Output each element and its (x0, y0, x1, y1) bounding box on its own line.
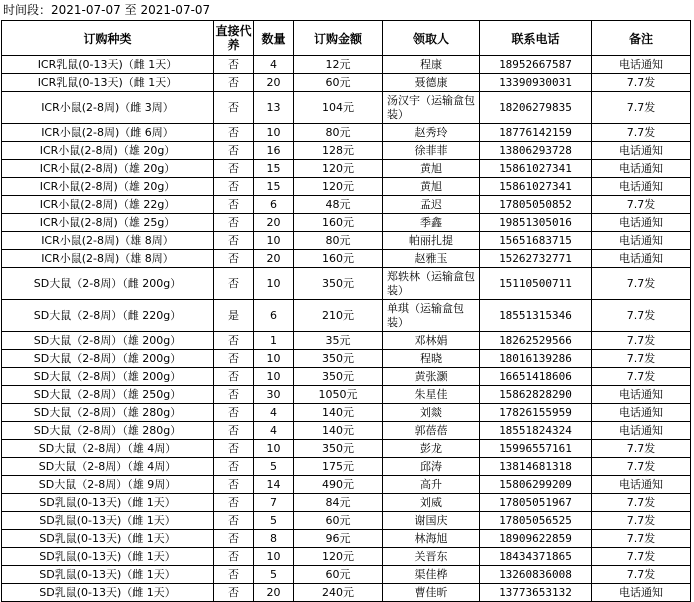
cell-direct: 否 (214, 494, 254, 512)
cell-receiver: 徐菲菲 (383, 142, 480, 160)
cell-qty: 10 (254, 268, 294, 300)
cell-note: 电话通知 (592, 250, 691, 268)
cell-amount: 128元 (294, 142, 383, 160)
cell-type: ICR小鼠(2-8周)（雌 6周） (2, 124, 214, 142)
cell-direct: 否 (214, 332, 254, 350)
cell-receiver: 刘燚 (383, 404, 480, 422)
cell-phone: 13814681318 (480, 458, 592, 476)
cell-type: ICR小鼠(2-8周)（雌 3周） (2, 92, 214, 124)
cell-receiver: 邱涛 (383, 458, 480, 476)
cell-note: 7.7发 (592, 74, 691, 92)
cell-type: SD乳鼠(0-13天)（雌 1天） (2, 584, 214, 602)
cell-type: SD乳鼠(0-13天)（雌 1天） (2, 548, 214, 566)
cell-amount: 350元 (294, 368, 383, 386)
cell-phone: 13773653132 (480, 584, 592, 602)
header-amount: 订购金额 (294, 21, 383, 56)
table-row (2, 512, 691, 530)
cell-receiver: 帕丽扎提 (383, 232, 480, 250)
table-row (2, 232, 691, 250)
cell-note: 电话通知 (592, 56, 691, 74)
cell-qty: 8 (254, 530, 294, 548)
cell-phone: 18206279835 (480, 92, 592, 124)
table-row (2, 124, 691, 142)
cell-receiver: 谢国庆 (383, 512, 480, 530)
cell-phone: 17805050852 (480, 196, 592, 214)
cell-note: 7.7发 (592, 566, 691, 584)
table-row (2, 350, 691, 368)
cell-amount: 140元 (294, 422, 383, 440)
cell-receiver: 汤汉宇（运输盒包装） (383, 92, 480, 124)
cell-receiver: 郭蓓蓓 (383, 422, 480, 440)
cell-direct: 否 (214, 530, 254, 548)
cell-phone: 18434371865 (480, 548, 592, 566)
cell-type: SD大鼠（2-8周）（雄 9周） (2, 476, 214, 494)
cell-phone: 15861027341 (480, 160, 592, 178)
cell-receiver: 林海旭 (383, 530, 480, 548)
table-row (2, 250, 691, 268)
cell-amount: 210元 (294, 300, 383, 332)
cell-receiver: 单琪（运输盒包装） (383, 300, 480, 332)
cell-note: 7.7发 (592, 332, 691, 350)
cell-phone: 19851305016 (480, 214, 592, 232)
cell-direct: 否 (214, 458, 254, 476)
table-row (2, 404, 691, 422)
cell-phone: 18909622859 (480, 530, 592, 548)
cell-type: ICR小鼠(2-8周)（雄 22g） (2, 196, 214, 214)
cell-type: SD大鼠（2-8周）（雄 200g） (2, 350, 214, 368)
cell-phone: 13390930031 (480, 74, 592, 92)
cell-type: ICR乳鼠(0-13天)（雌 1天） (2, 74, 214, 92)
header-note: 备注 (592, 21, 691, 56)
cell-type: SD大鼠（2-8周）（雄 200g） (2, 368, 214, 386)
cell-phone: 17805056525 (480, 512, 592, 530)
cell-qty: 4 (254, 404, 294, 422)
cell-qty: 10 (254, 440, 294, 458)
orders-table (1, 20, 691, 602)
cell-qty: 20 (254, 74, 294, 92)
table-row (2, 56, 691, 74)
header-direct: 直接代养 (214, 21, 254, 56)
cell-amount: 175元 (294, 458, 383, 476)
cell-amount: 350元 (294, 268, 383, 300)
cell-phone: 18016139286 (480, 350, 592, 368)
table-row (2, 494, 691, 512)
table-row (2, 584, 691, 602)
cell-direct: 否 (214, 92, 254, 124)
cell-direct: 否 (214, 268, 254, 300)
header-qty: 数量 (254, 21, 294, 56)
header-type: 订购种类 (2, 21, 214, 56)
cell-note: 7.7发 (592, 92, 691, 124)
cell-direct: 否 (214, 476, 254, 494)
cell-qty: 1 (254, 332, 294, 350)
cell-direct: 否 (214, 584, 254, 602)
cell-note: 7.7发 (592, 440, 691, 458)
cell-qty: 7 (254, 494, 294, 512)
cell-type: SD大鼠（2-8周）（雄 280g） (2, 422, 214, 440)
cell-type: SD大鼠（2-8周）（雄 280g） (2, 404, 214, 422)
cell-receiver: 郑轶林（运输盒包装） (383, 268, 480, 300)
cell-type: SD大鼠（2-8周）（雄 4周） (2, 440, 214, 458)
cell-note: 7.7发 (592, 458, 691, 476)
table-row (2, 268, 691, 300)
cell-note: 电话通知 (592, 160, 691, 178)
cell-receiver: 程康 (383, 56, 480, 74)
cell-direct: 否 (214, 404, 254, 422)
cell-qty: 16 (254, 142, 294, 160)
cell-type: ICR乳鼠(0-13天)（雌 1天） (2, 56, 214, 74)
table-row (2, 74, 691, 92)
cell-phone: 17826155959 (480, 404, 592, 422)
cell-type: ICR小鼠(2-8周)（雄 20g） (2, 178, 214, 196)
cell-type: ICR小鼠(2-8周)（雄 8周） (2, 232, 214, 250)
cell-amount: 60元 (294, 512, 383, 530)
cell-phone: 18952667587 (480, 56, 592, 74)
cell-note: 7.7发 (592, 268, 691, 300)
cell-note: 电话通知 (592, 178, 691, 196)
cell-type: SD大鼠（2-8周）（雄 4周） (2, 458, 214, 476)
cell-amount: 60元 (294, 566, 383, 584)
table-row (2, 440, 691, 458)
cell-direct: 否 (214, 178, 254, 196)
table-row (2, 548, 691, 566)
table-row (2, 160, 691, 178)
cell-phone: 13260836008 (480, 566, 592, 584)
cell-receiver: 邓林娟 (383, 332, 480, 350)
cell-amount: 120元 (294, 548, 383, 566)
cell-direct: 否 (214, 74, 254, 92)
cell-note: 电话通知 (592, 584, 691, 602)
period-label: 时间段： (3, 3, 52, 17)
cell-type: SD乳鼠(0-13天)（雌 1天） (2, 566, 214, 584)
cell-receiver: 渠佳桦 (383, 566, 480, 584)
cell-direct: 否 (214, 124, 254, 142)
cell-qty: 10 (254, 548, 294, 566)
cell-amount: 80元 (294, 124, 383, 142)
cell-qty: 10 (254, 350, 294, 368)
cell-qty: 20 (254, 250, 294, 268)
cell-direct: 否 (214, 350, 254, 368)
cell-qty: 10 (254, 368, 294, 386)
cell-direct: 否 (214, 250, 254, 268)
cell-direct: 否 (214, 232, 254, 250)
cell-direct: 否 (214, 548, 254, 566)
cell-amount: 80元 (294, 232, 383, 250)
cell-receiver: 黄张灏 (383, 368, 480, 386)
cell-amount: 160元 (294, 250, 383, 268)
cell-direct: 否 (214, 512, 254, 530)
cell-qty: 5 (254, 566, 294, 584)
cell-amount: 350元 (294, 440, 383, 458)
cell-direct: 否 (214, 386, 254, 404)
cell-qty: 15 (254, 178, 294, 196)
cell-type: ICR小鼠(2-8周)（雄 25g） (2, 214, 214, 232)
cell-receiver: 孟迟 (383, 196, 480, 214)
table-row (2, 368, 691, 386)
cell-receiver: 朱星佳 (383, 386, 480, 404)
cell-phone: 18262529566 (480, 332, 592, 350)
cell-qty: 20 (254, 584, 294, 602)
cell-note: 7.7发 (592, 124, 691, 142)
cell-amount: 48元 (294, 196, 383, 214)
cell-note: 电话通知 (592, 142, 691, 160)
cell-note: 电话通知 (592, 232, 691, 250)
cell-type: SD乳鼠(0-13天)（雌 1天） (2, 530, 214, 548)
cell-qty: 15 (254, 160, 294, 178)
cell-receiver: 黄旭 (383, 160, 480, 178)
cell-qty: 6 (254, 300, 294, 332)
table-row (2, 458, 691, 476)
cell-amount: 96元 (294, 530, 383, 548)
cell-qty: 30 (254, 386, 294, 404)
cell-type: SD大鼠（2-8周）（雌 200g） (2, 268, 214, 300)
cell-amount: 240元 (294, 584, 383, 602)
cell-qty: 10 (254, 124, 294, 142)
cell-direct: 否 (214, 368, 254, 386)
cell-note: 电话通知 (592, 214, 691, 232)
table-row (2, 178, 691, 196)
cell-phone: 15110500711 (480, 268, 592, 300)
cell-type: SD大鼠（2-8周）（雄 250g） (2, 386, 214, 404)
table-row (2, 142, 691, 160)
cell-note: 7.7发 (592, 512, 691, 530)
cell-direct: 否 (214, 214, 254, 232)
cell-phone: 16651418606 (480, 368, 592, 386)
cell-type: ICR小鼠(2-8周)（雄 20g） (2, 160, 214, 178)
cell-amount: 490元 (294, 476, 383, 494)
cell-amount: 120元 (294, 178, 383, 196)
cell-phone: 15806299209 (480, 476, 592, 494)
cell-direct: 否 (214, 440, 254, 458)
cell-receiver: 刘威 (383, 494, 480, 512)
cell-direct: 否 (214, 196, 254, 214)
cell-note: 7.7发 (592, 530, 691, 548)
cell-direct: 否 (214, 160, 254, 178)
cell-amount: 104元 (294, 92, 383, 124)
cell-direct: 否 (214, 422, 254, 440)
header-receiver: 领取人 (383, 21, 480, 56)
cell-qty: 4 (254, 422, 294, 440)
table-row (2, 332, 691, 350)
cell-type: ICR小鼠(2-8周)（雄 8周） (2, 250, 214, 268)
table-row (2, 196, 691, 214)
cell-type: SD大鼠（2-8周）（雌 220g） (2, 300, 214, 332)
period-from: 2021-07-07 (51, 3, 121, 17)
cell-amount: 120元 (294, 160, 383, 178)
cell-phone: 15996557161 (480, 440, 592, 458)
table-row (2, 422, 691, 440)
cell-note: 电话通知 (592, 422, 691, 440)
cell-type: SD乳鼠(0-13天)（雌 1天） (2, 512, 214, 530)
cell-phone: 15651683715 (480, 232, 592, 250)
cell-receiver: 关晋东 (383, 548, 480, 566)
cell-amount: 35元 (294, 332, 383, 350)
cell-amount: 1050元 (294, 386, 383, 404)
cell-amount: 60元 (294, 74, 383, 92)
cell-qty: 5 (254, 512, 294, 530)
cell-receiver: 曹佳昕 (383, 584, 480, 602)
cell-phone: 18551824324 (480, 422, 592, 440)
cell-type: SD乳鼠(0-13天)（雌 1天） (2, 494, 214, 512)
cell-note: 7.7发 (592, 548, 691, 566)
period-separator: 至 (124, 3, 137, 17)
table-row (2, 566, 691, 584)
cell-amount: 84元 (294, 494, 383, 512)
cell-type: SD大鼠（2-8周）（雄 200g） (2, 332, 214, 350)
cell-type: ICR小鼠(2-8周)（雄 20g） (2, 142, 214, 160)
cell-direct: 否 (214, 142, 254, 160)
cell-receiver: 黄旭 (383, 178, 480, 196)
cell-qty: 5 (254, 458, 294, 476)
cell-phone: 15861027341 (480, 178, 592, 196)
cell-qty: 6 (254, 196, 294, 214)
cell-qty: 4 (254, 56, 294, 74)
cell-phone: 15862828290 (480, 386, 592, 404)
cell-phone: 18776142159 (480, 124, 592, 142)
cell-direct: 否 (214, 56, 254, 74)
cell-note: 7.7发 (592, 196, 691, 214)
cell-note: 电话通知 (592, 476, 691, 494)
table-row (2, 530, 691, 548)
cell-note: 7.7发 (592, 350, 691, 368)
cell-note: 7.7发 (592, 494, 691, 512)
cell-note: 电话通知 (592, 386, 691, 404)
cell-receiver: 聂德康 (383, 74, 480, 92)
cell-qty: 10 (254, 232, 294, 250)
table-row (2, 92, 691, 124)
cell-qty: 13 (254, 92, 294, 124)
table-row (2, 476, 691, 494)
period-to: 2021-07-07 (140, 3, 211, 17)
cell-phone: 18551315346 (480, 300, 592, 332)
cell-direct: 否 (214, 566, 254, 584)
cell-qty: 20 (254, 214, 294, 232)
cell-receiver: 赵雅玉 (383, 250, 480, 268)
cell-direct: 是 (214, 300, 254, 332)
cell-note: 7.7发 (592, 300, 691, 332)
cell-receiver: 彭龙 (383, 440, 480, 458)
cell-amount: 140元 (294, 404, 383, 422)
date-range-bar (0, 0, 694, 20)
cell-phone: 15262732771 (480, 250, 592, 268)
cell-phone: 13806293728 (480, 142, 592, 160)
cell-qty: 14 (254, 476, 294, 494)
cell-amount: 12元 (294, 56, 383, 74)
cell-receiver: 程晓 (383, 350, 480, 368)
cell-note: 电话通知 (592, 404, 691, 422)
cell-amount: 160元 (294, 214, 383, 232)
header-row (2, 21, 691, 56)
cell-receiver: 季鑫 (383, 214, 480, 232)
cell-amount: 350元 (294, 350, 383, 368)
table-row (2, 214, 691, 232)
table-row (2, 386, 691, 404)
cell-note: 7.7发 (592, 368, 691, 386)
cell-receiver: 赵秀玲 (383, 124, 480, 142)
table-row (2, 300, 691, 332)
table-body (2, 56, 691, 602)
header-phone: 联系电话 (480, 21, 592, 56)
cell-receiver: 高升 (383, 476, 480, 494)
cell-phone: 17805051967 (480, 494, 592, 512)
